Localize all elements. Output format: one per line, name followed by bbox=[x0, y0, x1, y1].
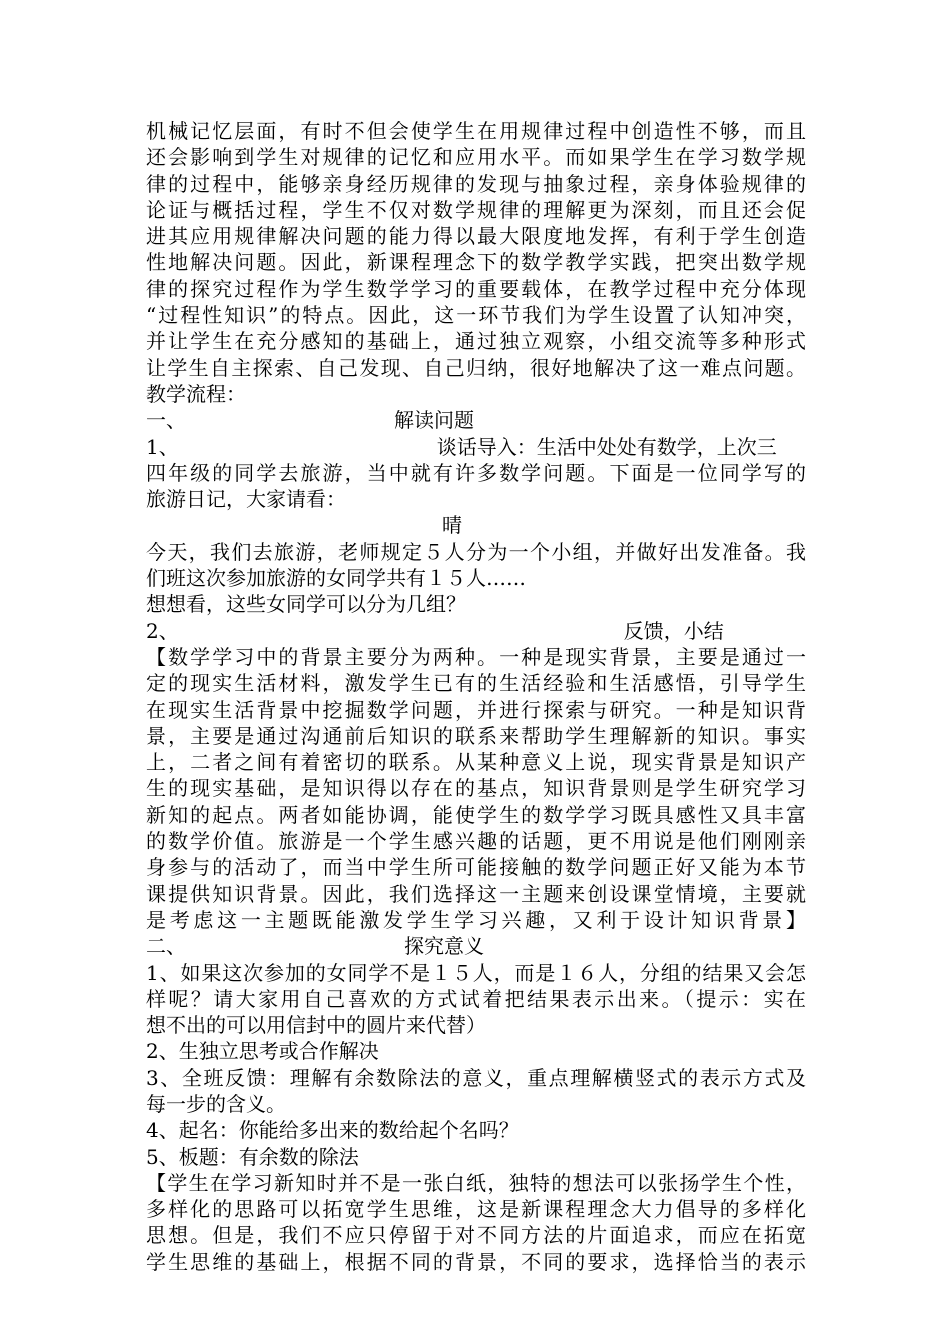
text-line: 新知的起点。两者如能协调，能使学生的数学学习既具感性又具丰富 bbox=[146, 802, 806, 827]
text-line: 论证与概括过程，学生不仅对数学规律的理解更为深刻，而且还会促 bbox=[146, 197, 806, 222]
text-line: 【学生在学习新知时并不是一张白纸，独特的想法可以张扬学生个性， bbox=[146, 1170, 806, 1195]
text-line: 生的现实基础，是知识得以存在的基点，知识背景则是学生研究学习 bbox=[146, 776, 806, 801]
text-line: 上，二者之间有着密切的联系。从某种意义上说，现实背景是知识产 bbox=[146, 750, 806, 775]
section-number: 一、 bbox=[146, 408, 186, 433]
s2-item-2: 2、生独立思考或合作解决 bbox=[146, 1039, 379, 1064]
text-line: 思想。但是，我们不应只停留于对不同方法的片面追求，而应在拓宽 bbox=[146, 1223, 806, 1248]
list-item-1 bbox=[146, 434, 806, 460]
section-number: 二、 bbox=[146, 934, 186, 959]
text-line: 进其应用规律解决问题的能力得以最大限度地发挥，有利于学生创造 bbox=[146, 224, 806, 249]
list-item-2 bbox=[146, 618, 806, 644]
text-line: 学生思维的基础上，根据不同的背景，不同的要求，选择恰当的表示 bbox=[146, 1249, 806, 1274]
item-text: 反馈，小结 bbox=[623, 618, 724, 643]
section-heading-2 bbox=[146, 933, 806, 959]
diary-line: 们班这次参加旅游的女同学共有１５人…… bbox=[146, 566, 526, 591]
text-line: 课提供知识背景。因此，我们选择这一主题来创设课堂情境，主要就 bbox=[146, 881, 806, 906]
item-number: 1、 bbox=[146, 434, 179, 459]
section-heading-1 bbox=[146, 407, 806, 433]
note-paragraph-2 bbox=[146, 1170, 806, 1275]
question-text: 想想看，这些女同学可以分为几组？ bbox=[146, 592, 466, 617]
text-line: 四年级的同学去旅游，当中就有许多数学问题。下面是一位同学写的 bbox=[146, 460, 806, 485]
s2-item-1 bbox=[146, 960, 806, 1039]
text-line: 让学生自主探索、自己发现、自己归纳，很好地解决了这一难点问题。 bbox=[146, 355, 806, 380]
diary-weather: 晴 bbox=[442, 513, 462, 538]
text-line: 在现实生活背景中挖掘数学问题，并进行探索与研究。一种是知识背 bbox=[146, 697, 806, 722]
text-line: 并让学生在充分感知的基础上，通过独立观察，小组交流等多种形式 bbox=[146, 329, 806, 354]
text-line: 多样化的思路可以拓宽学生思维，这是新课程理念大力倡导的多样化 bbox=[146, 1197, 806, 1222]
diary-line: 今天，我们去旅游，老师规定５人分为一个小组，并做好出发准备。我 bbox=[146, 539, 806, 564]
text-line: 每一步的含义。 bbox=[146, 1091, 286, 1116]
s2-item-5: 5、板题：有余数的除法 bbox=[146, 1144, 359, 1169]
text-line: 律的过程中，能够亲身经历规律的发现与抽象过程，亲身体验规律的 bbox=[146, 171, 806, 196]
text-line: 性地解决问题。因此，新课程理念下的数学教学实践，把突出数学规 bbox=[146, 250, 806, 275]
text-line: 样呢？请大家用自己喜欢的方式试着把结果表示出来。（提示：实在 bbox=[146, 986, 806, 1011]
text-line: 是考虑这一主题既能激发学生学习兴趣，又利于设计知识背景】 bbox=[146, 907, 806, 932]
text-line: 想不出的可以用信封中的圆片来代替） bbox=[146, 1013, 486, 1038]
s2-item-4: 4、起名：你能给多出来的数给起个名吗？ bbox=[146, 1118, 519, 1143]
text-line: 旅游日记，大家请看： bbox=[146, 487, 346, 512]
text-line: 的数学价值。旅游是一个学生感兴趣的话题，更不用说是他们刚刚亲 bbox=[146, 829, 806, 854]
text-line: 还会影响到学生对规律的记忆和应用水平。而如果学生在学习数学规 bbox=[146, 145, 806, 170]
s2-item-3 bbox=[146, 1065, 806, 1118]
text-line: 1、如果这次参加的女同学不是１５人，而是１６人，分组的结果又会怎 bbox=[146, 960, 806, 985]
item-text: 谈话导入：生活中处处有数学，上次三 bbox=[436, 434, 777, 459]
text-line: 3、全班反馈：理解有余数除法的意义，重点理解横竖式的表示方式及 bbox=[146, 1065, 806, 1090]
text-line: 定的现实生活材料，激发学生已有的生活经验和生活感悟，引导学生 bbox=[146, 671, 806, 696]
item-number: 2、 bbox=[146, 618, 179, 643]
section-title: 探究意义 bbox=[404, 934, 484, 959]
text-line: 律的探究过程作为学生数学学习的重要载体，在教学过程中充分体现 bbox=[146, 276, 806, 301]
document-page bbox=[146, 118, 806, 1275]
note-paragraph-1 bbox=[146, 644, 806, 933]
text-line: “过程性知识”的特点。因此，这一环节我们为学生设置了认知冲突， bbox=[146, 303, 806, 328]
section-title: 解读问题 bbox=[394, 408, 474, 433]
text-line: 身参与的活动了，而当中学生所可能接触的数学问题正好又能为本节 bbox=[146, 855, 806, 880]
text-line: 景，主要是通过沟通前后知识的联系来帮助学生理解新的知识。事实 bbox=[146, 723, 806, 748]
text-line: 【数学学习中的背景主要分为两种。一种是现实背景，主要是通过一 bbox=[146, 644, 806, 669]
flow-heading: 教学流程： bbox=[146, 381, 246, 406]
text-line: 机械记忆层面，有时不但会使学生在用规律过程中创造性不够，而且 bbox=[146, 119, 806, 143]
intro-paragraph bbox=[146, 118, 806, 381]
